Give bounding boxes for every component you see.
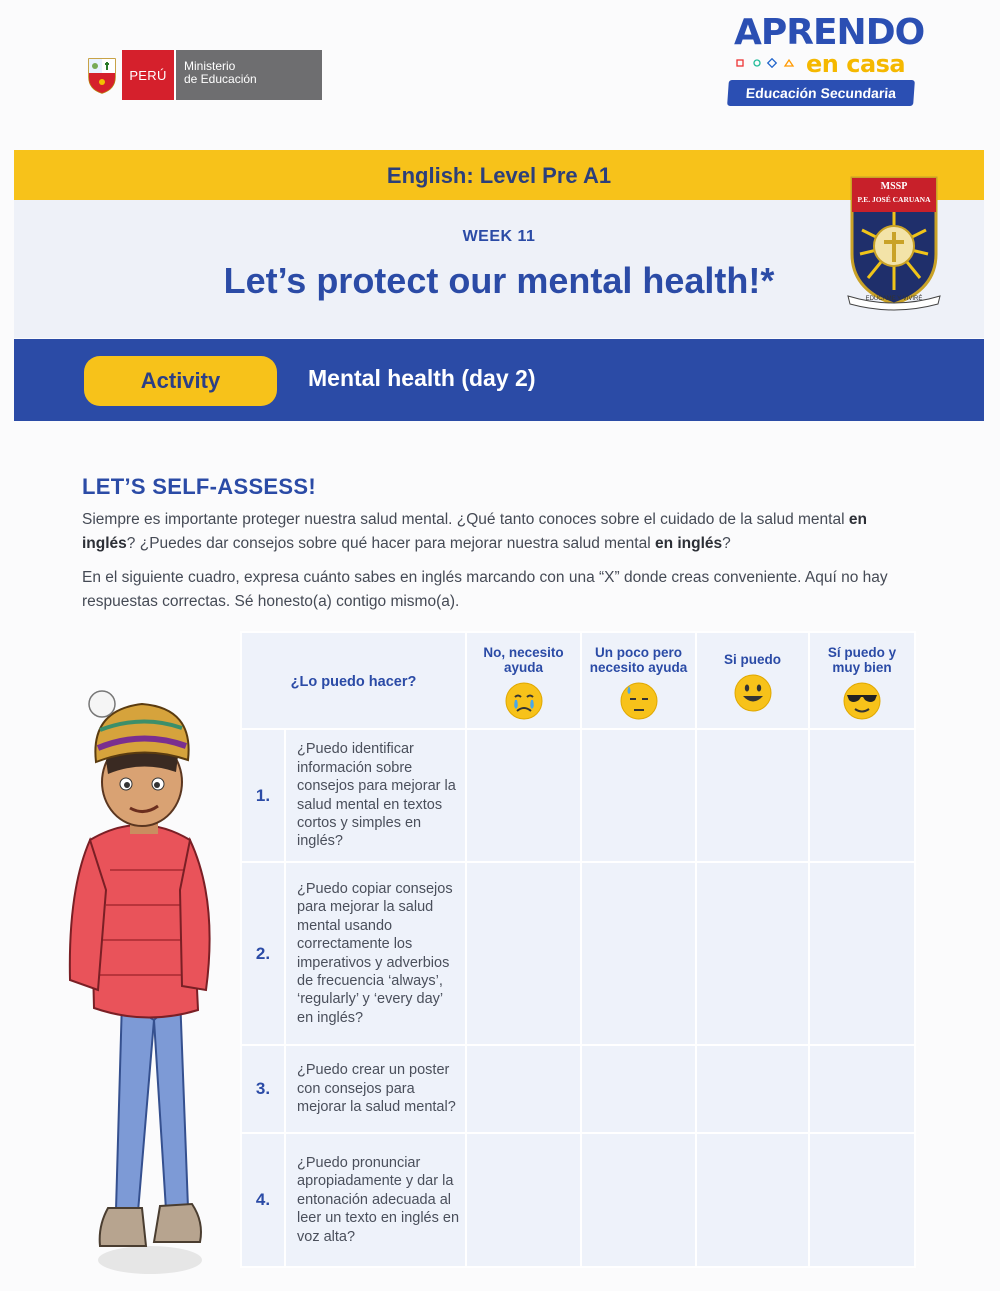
peru-coat-of-arms-icon xyxy=(82,50,122,100)
answer-cell-no[interactable] xyxy=(466,1133,581,1267)
activity-name: Mental health (day 2) xyxy=(308,365,536,391)
section-heading: LET’S SELF-ASSESS! xyxy=(82,474,316,499)
answer-cell-no[interactable] xyxy=(466,1045,581,1133)
crest-school-name: P.E. JOSÉ CARUANA xyxy=(857,195,931,204)
row-number: 2. xyxy=(241,862,285,1045)
answer-cell-a-little[interactable] xyxy=(581,729,696,862)
crest-motto: EDÚCAME Y VIVIRÉ xyxy=(865,296,923,302)
answer-cell-very-well[interactable] xyxy=(809,1045,915,1133)
table-row xyxy=(241,729,915,862)
intro-text-b: ? ¿Puedes dar consejos sobre qué hacer para mejorar nuestra salud mental xyxy=(126,535,655,552)
sunglasses-face-icon xyxy=(842,681,882,721)
row-question: ¿Puedo crear un poster con consejos para mejorar la salud mental? xyxy=(285,1045,466,1133)
ministry-line2: de Educación xyxy=(184,72,257,86)
title-band xyxy=(14,200,984,338)
row-question: ¿Puedo copiar consejos para mejorar la salud mental usando correctamente los imperativos y adverbios de frecuencia ‘always’, ‘regularly’ y ‘every day’ en inglés? xyxy=(285,862,466,1045)
level-label: No, necesito ayuda xyxy=(483,644,564,675)
week-label: WEEK 11 xyxy=(462,228,536,245)
brand-level-badge: Educación Secundaria xyxy=(727,80,915,106)
intro-bold-a: en inglés xyxy=(82,511,867,552)
answer-cell-very-well[interactable] xyxy=(809,862,915,1045)
answer-cell-very-well[interactable] xyxy=(809,729,915,862)
question-column-header: ¿Lo puedo hacer? xyxy=(241,632,466,729)
answer-cell-very-well[interactable] xyxy=(809,1133,915,1267)
sweating-face-icon xyxy=(619,681,659,721)
answer-cell-yes[interactable] xyxy=(696,862,809,1045)
brand-dots-icon xyxy=(736,58,800,71)
level-header-a-little xyxy=(581,632,696,729)
answer-cell-a-little[interactable] xyxy=(581,1045,696,1133)
row-question: ¿Puedo pronunciar apropiadamente y dar la entonación adecuada al leer un texto en inglés en voz alta? xyxy=(285,1133,466,1267)
answer-cell-yes[interactable] xyxy=(696,729,809,862)
level-label: Sí puedo y muy bien xyxy=(827,644,897,675)
page-title: Let’s protect our mental health!* xyxy=(223,260,775,301)
ministry-name xyxy=(174,50,322,100)
table-row xyxy=(241,1045,915,1133)
answer-cell-yes[interactable] xyxy=(696,1133,809,1267)
answer-cell-a-little[interactable] xyxy=(581,862,696,1045)
brand-line1: APRENDO xyxy=(734,12,925,53)
intro-text-c: ? xyxy=(722,535,731,552)
intro-paragraph xyxy=(82,508,922,556)
brand-line2: en casa xyxy=(806,50,906,78)
row-number: 1. xyxy=(241,729,285,862)
answer-cell-a-little[interactable] xyxy=(581,1133,696,1267)
level-label: Si puedo xyxy=(724,652,781,667)
answer-cell-no[interactable] xyxy=(466,862,581,1045)
row-number: 4. xyxy=(241,1133,285,1267)
activity-badge: Activity xyxy=(84,356,277,406)
instructions-paragraph: En el siguiente cuadro, expresa cuánto sabes en inglés marcando con una “X” donde creas conveniente. Aquí no hay respuestas correctas. Sé honesto(a) contigo mismo(a). xyxy=(82,569,888,610)
aprendo-en-casa-logo xyxy=(728,12,925,112)
ministry-line1: Ministerio xyxy=(184,59,236,73)
crest-top-text: MSSP xyxy=(880,181,908,192)
peru-label: PERÚ xyxy=(122,50,174,100)
school-crest xyxy=(846,172,942,312)
intro-text-a: Siempre es importante proteger nuestra salud mental. ¿Qué tanto conoces sobre el cuidado de la salud mental xyxy=(82,511,849,528)
answer-cell-no[interactable] xyxy=(466,729,581,862)
smiling-face-icon xyxy=(733,673,773,713)
row-question: ¿Puedo identificar información sobre consejos para mejorar la salud mental en textos cortos y simples en inglés? xyxy=(285,729,466,862)
crying-face-icon xyxy=(504,681,544,721)
row-number: 3. xyxy=(241,1045,285,1133)
level-band: English: Level Pre A1 xyxy=(14,150,984,200)
level-label: Un poco pero necesito ayuda xyxy=(589,644,688,675)
answer-cell-yes[interactable] xyxy=(696,1045,809,1133)
self-assessment-table xyxy=(240,631,916,1268)
level-header-no xyxy=(466,632,581,729)
intro-bold-b: en inglés xyxy=(654,535,723,552)
level-header-very-well xyxy=(809,632,915,729)
table-header-row xyxy=(241,632,915,729)
student-illustration xyxy=(50,690,240,1280)
level-header-yes xyxy=(696,632,809,729)
activity-band xyxy=(14,339,984,421)
table-row xyxy=(241,1133,915,1267)
ministry-logo xyxy=(82,50,322,100)
table-row xyxy=(241,862,915,1045)
